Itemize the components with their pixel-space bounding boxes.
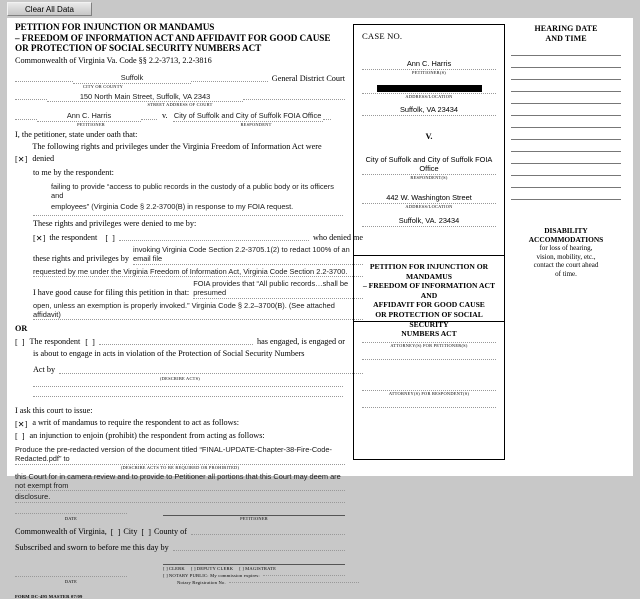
item2-line-2: is about to engage in acts in violation of the Protection of Social Security Numbers	[33, 349, 305, 359]
these-rights-input[interactable]: invoking Virginia Code Section 2.2-3705.1(2) to redact 100% of an email file	[133, 245, 363, 265]
case-petitioner-address-caption: ADDRESS/LOCATION	[405, 94, 453, 99]
hearing-line[interactable]	[511, 67, 621, 68]
city-county-row	[15, 73, 345, 90]
hearing-line[interactable]	[511, 91, 621, 92]
who-denied-me-label: who denied me	[312, 232, 363, 242]
disability-text-line-3: contact the court ahead	[533, 261, 599, 270]
these-rights-input-2[interactable]: requested by me under the Virginia Freedom of Information Act, Virginia Code Section 2.2-3700.	[33, 267, 363, 278]
injunction-label: an injunction to enjoin (prohibit) the respondent from acting as follows:	[29, 430, 265, 440]
case-petitioner-city-block	[362, 105, 496, 116]
hearing-line[interactable]	[511, 103, 621, 104]
case-petitioner-address-value[interactable]	[362, 85, 496, 94]
magistrate-label: MAGISTRATE	[245, 566, 277, 572]
officer-signature-line[interactable]	[163, 564, 345, 565]
denial-description[interactable]	[15, 182, 345, 211]
case-petitioner-caption: PETITIONER(S)	[412, 70, 446, 75]
denial-text-line-2: employees” (Virginia Code § 2.2-3700(B) in response to my FOIA request.	[51, 202, 294, 212]
hearing-line[interactable]	[511, 151, 621, 152]
title-panel-line-4: OR PROTECTION OF SOCIAL SECURITY	[375, 309, 483, 329]
clerk-checkbox[interactable]: [ ]	[163, 566, 168, 572]
these-rights-row-2	[15, 267, 363, 278]
oath-item-1	[15, 141, 345, 164]
signature-row-1	[15, 513, 345, 522]
case-petitioner-block	[362, 59, 496, 76]
subscribed-row	[15, 542, 345, 553]
title-panel-line-2: – FREEDOM OF INFORMATION ACT AND	[362, 281, 496, 300]
hearing-line[interactable]	[511, 175, 621, 176]
describe-acts-caption: (DESCRIBE ACTS)	[160, 375, 200, 381]
hearing-title-line-2: AND TIME	[545, 34, 587, 43]
ask-court-label: I ask this court to issue:	[15, 405, 93, 415]
case-respondent-address-block	[362, 193, 496, 210]
attorney-petitioner-caption: ATTORNEY(S) FOR PETITIONER(S)	[390, 343, 468, 348]
item2-inner-checkbox[interactable]: [ ]	[85, 338, 95, 348]
case-petitioner-value[interactable]: Ann C. Harris	[362, 59, 496, 70]
these-rights-prefix: these rights and privileges by	[33, 254, 129, 264]
county-checkbox[interactable]: [ ]	[141, 528, 151, 537]
county-label: County of	[153, 526, 187, 536]
hearing-column	[507, 24, 625, 472]
respondent-caption: RESPONDENT	[240, 121, 272, 127]
attorney-petitioner-line-2[interactable]	[362, 359, 496, 360]
case-versus: V.	[425, 132, 433, 141]
notary-registration-label: Notary Registration No.	[177, 580, 226, 586]
case-respondent-city-value[interactable]: Suffolk, VA. 23434	[362, 216, 496, 227]
case-respondent-address-value[interactable]: 442 W. Washington Street	[362, 193, 496, 204]
parties-row	[15, 110, 345, 127]
good-cause-row	[15, 279, 363, 299]
case-respondent-caption: RESPONDENT(S)	[410, 175, 448, 180]
hearing-line[interactable]	[511, 163, 621, 164]
commonwealth-prefix: Commonwealth of Virginia,	[15, 526, 107, 536]
hearing-line[interactable]	[511, 79, 621, 80]
city-label: City	[123, 526, 138, 536]
relief-input-line-1[interactable]: Produce the pre-redacted version of the document titled “FINAL-UPDATE-Chapter-38-Fire-Code-Redacted.pdf” to	[15, 445, 345, 465]
street-address-row	[15, 92, 345, 109]
petitioner-input[interactable]: Ann C. Harris	[37, 111, 141, 122]
title-panel-line-1: PETITION FOR INJUNCTION OR MANDAMUS	[369, 262, 489, 281]
attorney-respondent-caption: ATTORNEY(S) FOR RESPONDENT(S)	[388, 391, 470, 396]
subscribed-label: Subscribed and sworn to before me this day by	[15, 543, 169, 552]
title-panel-line-3: AFFIDAVIT FOR GOOD CAUSE	[373, 300, 485, 310]
signature-row-2	[15, 564, 345, 585]
disability-title-line-1: DISABILITY	[544, 226, 588, 235]
respondent-option-label: the respondent	[49, 232, 98, 242]
these-rights-row	[15, 245, 363, 265]
item2-checkbox[interactable]: [ ]	[15, 338, 25, 348]
officer-roles-row	[163, 566, 345, 571]
hearing-line[interactable]	[511, 127, 621, 128]
disability-text-line-1: for loss of hearing,	[539, 244, 593, 252]
good-cause-input[interactable]: FOIA provides that “All public records…shall be presumed	[193, 279, 363, 299]
acts-blank-line-2[interactable]	[33, 396, 343, 397]
notary-checkbox[interactable]: [ ]	[163, 573, 168, 579]
city-checkbox[interactable]: [ ]	[110, 528, 121, 537]
clear-all-data-button[interactable]: Clear All Data	[7, 2, 92, 16]
hearing-line[interactable]	[511, 115, 621, 116]
disability-text-line-2: vision, mobility, etc.,	[536, 252, 596, 261]
attorney-respondent-line-2[interactable]	[362, 407, 496, 408]
deputy-clerk-checkbox[interactable]: [ ]	[190, 566, 196, 572]
toolbar	[0, 0, 640, 18]
form-number: FORM DC-495 MASTER 07/09	[15, 594, 83, 599]
hearing-line[interactable]	[511, 139, 621, 140]
magistrate-checkbox[interactable]: [ ]	[239, 566, 245, 572]
describe-required-caption: (DESCRIBE ACTS TO BE REQUIRED OR PROHIBITED)	[120, 464, 240, 470]
deputy-clerk-label: DEPUTY CLERK	[196, 566, 234, 572]
disability-text-line-4: of time.	[555, 269, 577, 278]
writ-checkbox[interactable]: [✕]	[15, 419, 28, 429]
city-county-caption: CITY OR COUNTY	[82, 83, 124, 89]
case-caption-column	[353, 24, 505, 472]
oath-intro: I, the petitioner, state under oath that:	[15, 129, 138, 139]
petitioner-caption: PETITIONER	[77, 121, 105, 127]
denial-rule	[33, 215, 343, 216]
notary-row	[163, 573, 345, 578]
street-address-caption: STREET ADDRESS OF COURT	[147, 102, 213, 108]
street-address-input[interactable]: 150 North Main Street, Suffolk, VA 2343	[47, 92, 243, 103]
denied-by-row	[15, 232, 363, 243]
oath-item-2	[15, 336, 345, 347]
injunction-checkbox[interactable]: [ ]	[15, 432, 25, 442]
disability-title-line-2: ACCOMMODATIONS	[528, 235, 604, 244]
case-petitioner-address-block	[362, 85, 496, 100]
case-respondent-block	[362, 155, 496, 181]
respondent-input[interactable]: City of Suffolk and City of Suffolk FOIA Office	[173, 111, 322, 121]
notary-label: NOTARY PUBLIC: My commission expires:	[168, 573, 260, 579]
hearing-line[interactable]	[511, 55, 621, 56]
hearing-line[interactable]	[511, 199, 621, 200]
item2-prefix: The respondent	[29, 336, 81, 346]
versus-label: v.	[162, 111, 168, 121]
writ-row	[15, 417, 345, 428]
item1-checkbox[interactable]: [✕]	[15, 155, 28, 165]
attorney-panel	[353, 322, 505, 460]
item1-line-1: The following rights and privileges under the Virginia Freedom of Information Act were denied	[32, 142, 322, 163]
date-caption-2: DATE	[64, 579, 78, 585]
acts-blank-line-1[interactable]	[33, 386, 343, 387]
injunction-row	[15, 430, 345, 441]
hearing-title-line-1: HEARING DATE	[534, 24, 598, 33]
case-respondent-value[interactable]: City of Suffolk and City of Suffolk FOIA Office	[362, 155, 496, 175]
good-cause-input-2[interactable]: open, unless an exemption is properly invoked.” Virginia Code § 2.2–3700(B). (See attached affidavit)	[33, 301, 363, 321]
notary-registration-row	[163, 580, 359, 585]
item2-suffix: has engaged, is engaged or	[257, 336, 345, 346]
disability-panel	[507, 226, 625, 278]
act-by-row	[15, 364, 363, 375]
date-caption-1: DATE	[64, 515, 78, 521]
court-type-label: General District Court	[271, 73, 345, 83]
commonwealth-row	[15, 526, 345, 537]
date-line-2[interactable]	[15, 576, 127, 577]
case-respondent-city-block	[362, 216, 496, 227]
case-respondent-address-caption: ADDRESS/LOCATION	[405, 204, 453, 209]
form-title-line-3: OR PROTECTION OF SOCIAL SECURITY NUMBERS ACT	[15, 43, 262, 53]
form-page	[7, 18, 633, 599]
denial-text-line-1: failing to provide “access to public records in the custody of a public body or its officers and	[51, 182, 334, 201]
relief-input-line-3[interactable]: disclosure.	[15, 492, 345, 503]
hearing-lines	[507, 55, 625, 200]
other-checkbox[interactable]: [ ]	[105, 234, 115, 244]
writ-label: a writ of mandamus to require the respondent to act as follows:	[32, 418, 240, 428]
form-left-column	[15, 22, 363, 599]
item1-line-2: to me by the respondent:	[33, 168, 114, 178]
relief-input-line-2[interactable]: this Court for in camera review and to provide to Petitioner all portions that this Court may deem are not exempt from	[15, 472, 345, 492]
good-cause-prefix: I have good cause for filing this petition in that:	[33, 288, 190, 298]
hearing-line[interactable]	[511, 187, 621, 188]
case-panel	[353, 24, 505, 256]
city-county-input[interactable]: Suffolk	[73, 73, 191, 84]
respondent-checkbox[interactable]: [✕]	[33, 234, 46, 244]
form-title-line-2: – FREEDOM OF INFORMATION ACT AND AFFIDAVIT FOR GOOD CAUSE	[15, 32, 331, 43]
title-panel	[353, 256, 505, 339]
case-no-label: CASE NO.	[362, 31, 403, 41]
date-line-1[interactable]	[15, 513, 127, 514]
act-by-label: Act by	[33, 365, 56, 375]
or-label: OR	[15, 324, 28, 334]
form-subtitle: Commonwealth of Virginia Va. Code §§ 2.2-3713, 2.2-3816	[15, 55, 212, 65]
clerk-label: CLERK	[168, 566, 185, 572]
redaction-bar	[377, 85, 482, 92]
denied-by-label: These rights and privileges were denied to me by:	[33, 219, 197, 229]
case-petitioner-city-value[interactable]: Suffolk, VA 23434	[362, 105, 496, 116]
petitioner-signature-caption: PETITIONER	[240, 515, 268, 521]
good-cause-row-2	[15, 301, 363, 321]
form-title-line-1: PETITION FOR INJUNCTION OR MANDAMUS	[15, 22, 215, 32]
title-panel-line-5: NUMBERS ACT	[401, 329, 457, 339]
